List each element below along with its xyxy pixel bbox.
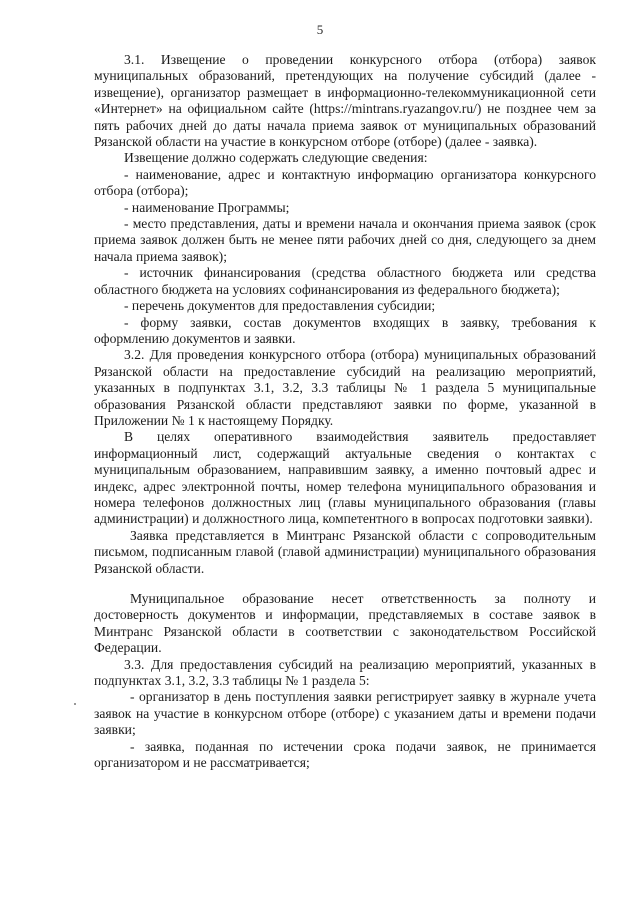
paragraph-information-sheet: В целях оперативного взаимодействия заявитель предоставляет информационный лист, содержащий актуальные сведения о контактах с муниципальным образованием, направившим заявку, а именно почтовый адрес и индекс, адрес электронной почты, номер телефона муниципального образования и номера телефонов должностных лиц (главы муниципального образования (главы администрации) и должностного лица, компетентного в вопросах подготовки заявки). — [94, 429, 596, 527]
list-item-application-form: - форму заявки, состав документов входящих в заявку, требования к оформлению документов и заявки. — [94, 314, 596, 346]
list-item-submission-place-dates: - место представления, даты и времени начала и окончания приема заявок (срок приема заявок должен быть не менее пяти рабочих дней со дня, следующего за днем начала приема заявок); — [94, 216, 596, 264]
paragraph-3-2: 3.2. Для проведения конкурсного отбора (отбора) муниципальных образований Рязанской области на предоставление субсидий на реализацию мероприятий, указанных в подпунктах 3.1, 3.2, 3.3 таблицы № 1 раздела 5 муниципальные образования Рязанской области представляют заявки по форме, указанной в Приложении № 1 к настоящему Порядку. — [94, 347, 596, 428]
page-number: 5 — [316, 22, 324, 37]
list-item-funding-source: - источник финансирования (средства областного бюджета или средства областного бюджета на условиях софинансирования из федерального бюджета); — [94, 265, 596, 297]
paragraph-cover-letter: Заявка представляется в Минтранс Рязанской области с сопроводительным письмом, подписанным главой (главой администрации) муниципального образования Рязанской области. — [94, 527, 596, 576]
scan-speck — [74, 703, 76, 705]
paragraph-3-3: 3.3. Для предоставления субсидий на реализацию мероприятий, указанных в подпунктах 3.1, 3.2, 3.3 таблицы № 1 раздела 5: — [94, 656, 596, 689]
paragraph-responsibility: Муниципальное образование несет ответственность за полноту и достоверность документов и информации, представляемых в составе заявок в Минтранс Рязанской области в соответствии с законодательством Российской Федерации. — [94, 591, 596, 656]
list-item-registration: - организатор в день поступления заявки регистрирует заявку в журнале учета заявок на участие в конкурсном отборе (отборе) с указанием даты и времени подачи заявки; — [94, 689, 596, 738]
notice-contents-intro: Извещение должно содержать следующие сведения: — [124, 150, 428, 166]
paragraph-3-1: 3.1. Извещение о проведении конкурсного отбора (отбора) заявок муниципальных образований, претендующих на получение субсидий (далее - извещение), организатор размещает в информационно-телекоммуникационной сети «Интернет» на официальном сайте (https://mintrans.ryazangov.ru/) не позднее чем за пять рабочих дней до даты начала приема заявок от муниципальных образований Рязанской области на участие в конкурсном отборе (отборе) (далее - заявка). — [94, 52, 596, 150]
list-item-organizer-info: - наименование, адрес и контактную информацию организатора конкурсного отбора (отбора); — [94, 166, 596, 199]
list-item-document-list: - перечень документов для предоставления субсидии; — [124, 298, 436, 314]
list-item-program-name: - наименование Программы; — [124, 199, 290, 215]
document-body — [94, 52, 596, 771]
list-item-late-application: - заявка, поданная по истечении срока подачи заявок, не принимается организатором и не рассматривается; — [94, 738, 596, 771]
